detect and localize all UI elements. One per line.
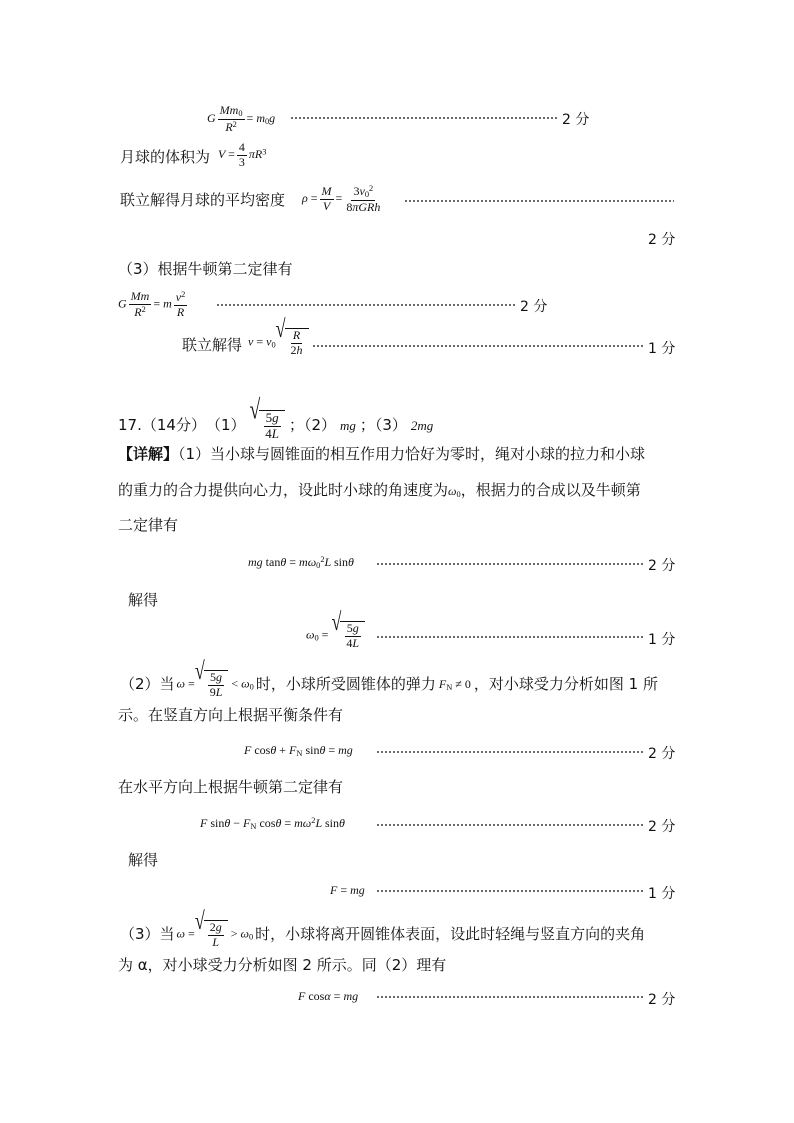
text-solution-2: 解得 <box>128 851 159 869</box>
eq-gravity-surface: G $\frac{Mm_0}{R^2}$ = $m_0g$ <box>207 103 276 134</box>
score-3: 2 分 <box>520 299 548 315</box>
score-4: 1 分 <box>648 341 676 357</box>
eq-alpha: F cosα = mg <box>298 989 359 1003</box>
eq-horizontal: F $\sin\theta - F_N$ $\cos\theta = m\omega^2L$ sinθ <box>200 816 345 832</box>
detail-paragraph-3: 二定律有 <box>118 516 179 534</box>
eq-centripetal-cone: mg $\tan\theta = m\omega_0^2L$ sinθ <box>248 555 354 571</box>
eq-orbit: G $\frac{Mm}{R^2}$ = m $\frac{v^2}{R}$ <box>118 289 186 319</box>
score-1: 2 分 <box>562 112 590 128</box>
leader-dots <box>312 345 644 347</box>
eq-velocity: $v = v_0$ √ $\frac{R}{2h}$ <box>248 328 309 358</box>
text-part2-condition: （2）当 ω = √ $\frac{5g}{9L}$ < $\omega_0$ 时，小球所受圆锥体的弹力 $F_N \ne 0$ ，对小球受力分析如图 1 所 <box>120 656 658 699</box>
score-7: 2 分 <box>648 746 676 762</box>
eq-density: ρ = $\frac{M}{V}$ = $\frac{3v_0^2}{\text{8πGRh}}$ <box>302 183 381 214</box>
score-10: 2 分 <box>648 992 676 1008</box>
text-solve: 联立解得 <box>182 336 243 354</box>
text-solution-1: 解得 <box>128 591 159 609</box>
text-horizontal-newton: 在水平方向上根据牛顿第二定律有 <box>118 778 344 796</box>
question-17-header: 17. （14分） （1） √ $\frac{5g}{4L}$ ；（2） mg ；（3） 2mg <box>118 395 434 441</box>
score-5: 2 分 <box>648 558 676 574</box>
eq-tension: F = mg <box>330 883 365 897</box>
detail-paragraph-2: 的重力的合力提供向心力，设此时小球的角速度为$\omega_0$，根据力的合成以及牛顿第 <box>118 481 641 500</box>
eq-vertical: F $\cos\theta + F_N$ sinθ = mg <box>244 743 353 759</box>
leader-dots <box>376 824 644 826</box>
leader-dots <box>376 751 644 753</box>
text-moon-volume: 月球的体积为 <box>120 148 211 166</box>
score-6: 1 分 <box>648 632 676 648</box>
leader-dots <box>376 636 644 638</box>
text-part3-condition: （3）当 ω = √ $\frac{2g}{L}$ > $\omega_0$ 时，小球将离开圆锥体表面，设此时轻绳与竖直方向的夹角 <box>120 906 646 949</box>
leader-dots <box>216 304 516 306</box>
eq-volume: V = $\frac{4}{3}$ $\pi R^3$ <box>218 140 267 169</box>
leader-dots <box>376 996 644 998</box>
leader-dots <box>376 890 644 892</box>
text-vertical-balance: 示。在竖直方向上根据平衡条件有 <box>118 706 344 724</box>
score-8: 2 分 <box>648 819 676 835</box>
leader-dots <box>376 563 644 565</box>
text-angle-alpha: 为 α，对小球受力分析如图 2 所示。同（2）理有 <box>118 956 447 974</box>
detail-paragraph-1: 【详解】（1）当小球与圆锥面的相互作用力恰好为零时，绳对小球的拉力和小球 <box>118 445 646 463</box>
leader-dots <box>404 200 674 202</box>
eq-omega0: $\omega_0$ = √ $\frac{5g}{4L}$ <box>306 621 365 651</box>
text-part3-heading: （3）根据牛顿第二定律有 <box>118 260 293 278</box>
score-2: 2 分 <box>648 232 676 248</box>
leader-dots <box>290 117 558 119</box>
text-average-density: 联立解得月球的平均密度 <box>120 191 286 209</box>
score-9: 1 分 <box>648 886 676 902</box>
